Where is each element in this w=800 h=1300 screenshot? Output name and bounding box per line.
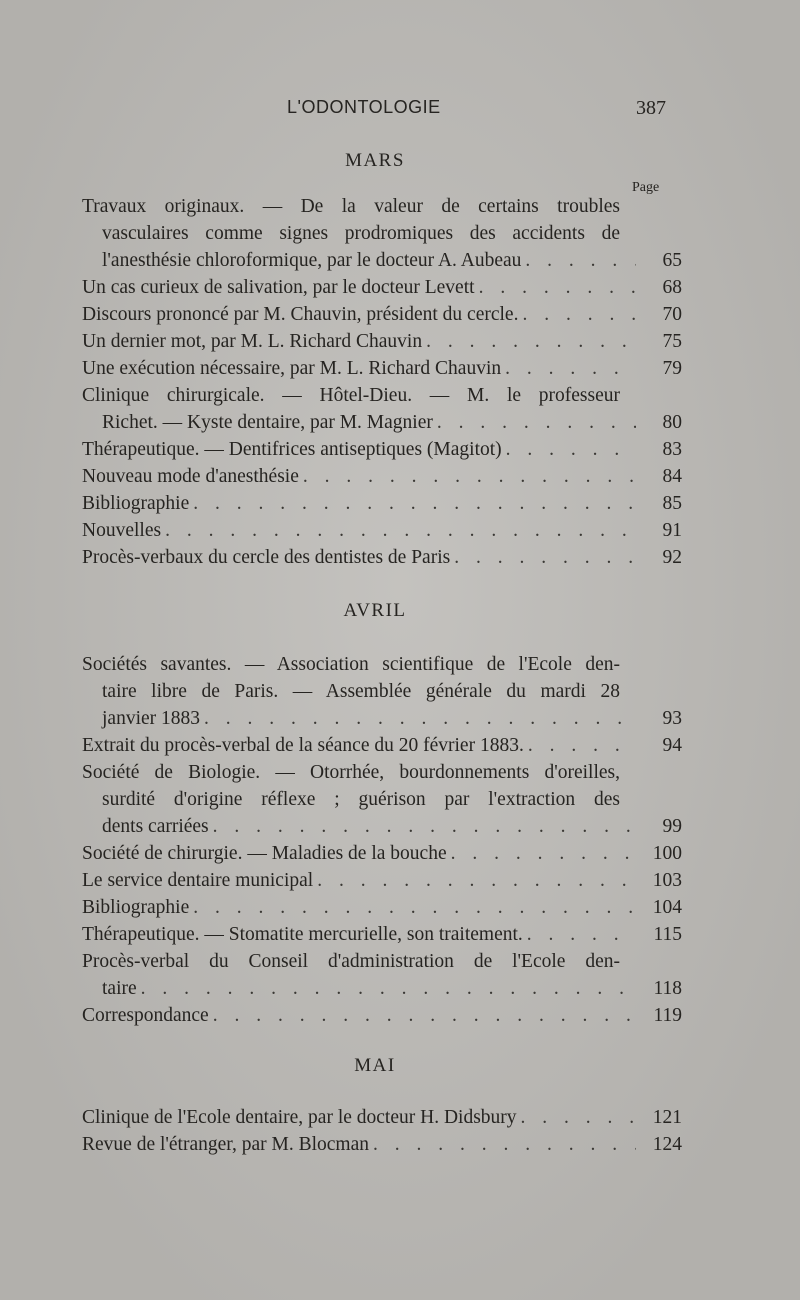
toc-entry-line xyxy=(82,328,682,355)
page-number: 387 xyxy=(636,97,666,119)
toc-entry-line xyxy=(82,975,682,1002)
toc-entry xyxy=(82,840,682,867)
toc-entry-text: Correspondance xyxy=(82,1005,209,1026)
toc-page-number: 115 xyxy=(653,924,682,945)
toc-entry-line xyxy=(82,355,682,382)
toc-entry xyxy=(82,1104,682,1131)
toc-entry-text: dents carriées xyxy=(102,816,209,837)
toc-entry-text: surdité d'origine réflexe ; guérison par l'extraction des xyxy=(102,789,620,810)
toc-entry-line xyxy=(82,840,682,867)
toc-entry-line xyxy=(82,463,682,490)
toc-entry-text: Société de Biologie. — Otorrhée, bourdonnements d'oreilles, xyxy=(82,762,620,783)
toc-entry-text: Thérapeutique. — Stomatite mercurielle, son traitement. xyxy=(82,924,523,945)
toc-entry-text: Le service dentaire municipal xyxy=(82,870,314,891)
toc-entry xyxy=(82,517,682,544)
dot-leader xyxy=(193,894,636,921)
toc-entry-line xyxy=(82,490,682,517)
toc-entry-line xyxy=(82,948,620,975)
toc-entry-line xyxy=(82,301,682,328)
toc-entry-line xyxy=(82,193,620,220)
toc-page-number: 83 xyxy=(662,439,682,460)
dot-leader xyxy=(213,813,636,840)
toc-entry-text: Bibliographie xyxy=(82,897,190,918)
dot-leader xyxy=(506,436,636,463)
toc-entry-text: Un cas curieux de salivation, par le docteur Levett xyxy=(82,277,475,298)
toc-entry-line xyxy=(82,517,682,544)
toc-entry xyxy=(82,301,682,328)
toc-entry-text: Nouveau mode d'anesthésie xyxy=(82,466,299,487)
toc-page-number: 121 xyxy=(652,1107,682,1128)
toc-entry-text: Une exécution nécessaire, par M. L. Richard Chauvin xyxy=(82,358,502,379)
toc-page-number: 80 xyxy=(662,412,682,433)
toc-page-number: 79 xyxy=(662,358,682,379)
toc-page-number: 94 xyxy=(662,735,682,756)
toc-page-number: 68 xyxy=(662,277,682,298)
toc-entry xyxy=(82,867,682,894)
dot-leader xyxy=(373,1131,636,1158)
toc-entry-text: Sociétés savantes. — Association scientifique de l'Ecole den- xyxy=(82,654,620,675)
toc-entry-text: taire libre de Paris. — Assemblée générale du mardi 28 xyxy=(102,681,620,702)
dot-leader xyxy=(527,921,636,948)
toc-page-number: 93 xyxy=(662,708,682,729)
section-heading-mai: MAI xyxy=(354,1055,396,1076)
toc-entry-text: Revue de l'étranger, par M. Blocman xyxy=(82,1134,370,1155)
toc-entry-line xyxy=(82,732,682,759)
toc-entry-line xyxy=(82,247,682,274)
toc-page-number: 65 xyxy=(662,250,682,271)
dot-leader xyxy=(528,732,636,759)
running-title: L'ODONTOLOGIE xyxy=(287,97,441,117)
toc-page-number: 70 xyxy=(662,304,682,325)
dot-leader xyxy=(317,867,636,894)
toc-entry-line xyxy=(82,436,682,463)
toc-entry-line xyxy=(82,894,682,921)
toc-page-number: 104 xyxy=(652,897,682,918)
toc-entry-line xyxy=(82,1104,682,1131)
toc-entry-text: Société de chirurgie. — Maladies de la bouche xyxy=(82,843,447,864)
toc-page-number: 103 xyxy=(652,870,682,891)
toc-page-number: 100 xyxy=(652,843,682,864)
toc-page-number: 124 xyxy=(652,1134,682,1155)
dot-leader xyxy=(525,247,636,274)
dot-leader xyxy=(165,517,636,544)
toc-entry-line xyxy=(82,220,620,247)
dot-leader xyxy=(479,274,636,301)
toc-entry-text: Bibliographie xyxy=(82,493,190,514)
dot-leader xyxy=(303,463,636,490)
toc-entry-text: Thérapeutique. — Dentifrices antiseptiques (Magitot) xyxy=(82,439,502,460)
toc-entry-line xyxy=(82,705,682,732)
toc-entry-line xyxy=(82,1131,682,1158)
toc-entry-line xyxy=(82,274,682,301)
toc-entry xyxy=(82,328,682,355)
toc-entry-text: taire xyxy=(102,978,137,999)
toc-entry xyxy=(82,463,682,490)
toc-entry xyxy=(82,894,682,921)
toc-entry-line xyxy=(82,867,682,894)
toc-entry-text: Procès-verbal du Conseil d'administration de l'Ecole den- xyxy=(82,951,620,972)
toc-entry-text: janvier 1883 xyxy=(102,708,201,729)
dot-leader xyxy=(213,1002,636,1029)
toc-page-number: 84 xyxy=(662,466,682,487)
toc-page-number: 99 xyxy=(662,816,682,837)
toc-entry-text: Nouvelles xyxy=(82,520,162,541)
toc-entry xyxy=(82,544,682,571)
toc-entry xyxy=(82,732,682,759)
dot-leader xyxy=(426,328,636,355)
toc-entry-text: Travaux originaux. — De la valeur de certains troubles xyxy=(82,196,620,217)
page-column-label: Page xyxy=(632,180,660,195)
toc-entry xyxy=(82,651,682,732)
toc-entry-text: Un dernier mot, par M. L. Richard Chauvin xyxy=(82,331,423,352)
toc-page-number: 118 xyxy=(653,978,682,999)
toc-entry xyxy=(82,759,682,840)
toc-entry-line xyxy=(82,786,620,813)
toc-entry-text: Discours prononcé par M. Chauvin, président du cercle. xyxy=(82,304,519,325)
toc-entry xyxy=(82,382,682,436)
dot-leader xyxy=(521,1104,636,1131)
dot-leader xyxy=(193,490,636,517)
section-heading-mars: MARS xyxy=(345,150,405,171)
toc-entry xyxy=(82,490,682,517)
toc-entry xyxy=(82,355,682,382)
toc-entry-line xyxy=(82,651,620,678)
toc-entry-text: l'anesthésie chloroformique, par le docteur A. Aubeau xyxy=(102,250,522,271)
toc-page-number: 119 xyxy=(653,1005,682,1026)
toc-page-number: 75 xyxy=(662,331,682,352)
toc-entry xyxy=(82,193,682,274)
toc-entry-line xyxy=(82,921,682,948)
toc-entry-line xyxy=(82,1002,682,1029)
toc-entry-text: Clinique de l'Ecole dentaire, par le docteur H. Didsbury xyxy=(82,1107,517,1128)
toc-entry-line xyxy=(82,382,620,409)
toc-entry xyxy=(82,1131,682,1158)
toc-entry-line xyxy=(82,759,620,786)
dot-leader xyxy=(454,544,636,571)
toc-entry xyxy=(82,1002,682,1029)
toc-entry xyxy=(82,274,682,301)
toc-page-number: 91 xyxy=(662,520,682,541)
toc-entry-text: Procès-verbaux du cercle des dentistes de Paris xyxy=(82,547,451,568)
toc-entry-line xyxy=(82,813,682,840)
dot-leader xyxy=(522,301,636,328)
toc-entry-line xyxy=(82,409,682,436)
toc-entry xyxy=(82,921,682,948)
toc-page-number: 85 xyxy=(662,493,682,514)
toc-entry xyxy=(82,948,682,1002)
toc-page-number: 92 xyxy=(662,547,682,568)
toc-entry-line xyxy=(82,544,682,571)
dot-leader xyxy=(437,409,636,436)
dot-leader xyxy=(204,705,636,732)
toc-entry-text: Richet. — Kyste dentaire, par M. Magnier xyxy=(102,412,433,433)
toc-entry-text: Clinique chirurgicale. — Hôtel-Dieu. — M. le professeur xyxy=(82,385,620,406)
dot-leader xyxy=(505,355,636,382)
dot-leader xyxy=(141,975,636,1002)
toc-entry-text: vasculaires comme signes prodromiques des accidents de xyxy=(102,223,620,244)
toc-entry xyxy=(82,436,682,463)
section-heading-avril: AVRIL xyxy=(343,600,407,621)
dot-leader xyxy=(451,840,636,867)
toc-entry-text: Extrait du procès-verbal de la séance du 20 février 1883. xyxy=(82,735,524,756)
toc-entry-line xyxy=(82,678,620,705)
